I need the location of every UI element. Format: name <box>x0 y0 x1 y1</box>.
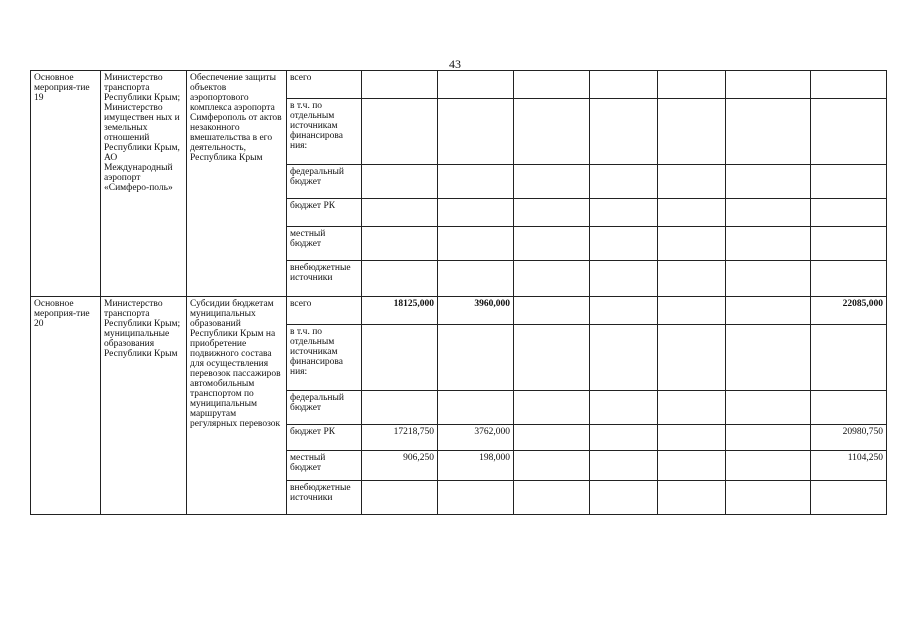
empty-cell <box>590 481 658 515</box>
event-cell: Основное мероприя-тие 19 <box>31 71 101 297</box>
page-number: 43 <box>449 57 461 71</box>
empty-cell <box>514 261 590 297</box>
empty-cell <box>514 297 590 325</box>
empty-cell <box>658 71 726 99</box>
total-cell: 1104,250 <box>811 451 887 481</box>
total-cell <box>811 165 887 199</box>
executors-cell: Министерство транспорта Республики Крым; муниципальные образования Республики Крым <box>101 297 187 515</box>
value-cell <box>362 165 438 199</box>
value-cell: 198,000 <box>438 451 514 481</box>
value-cell <box>362 71 438 99</box>
value-cell <box>362 227 438 261</box>
empty-cell <box>658 481 726 515</box>
value-cell <box>438 165 514 199</box>
value-cell: 3960,000 <box>438 297 514 325</box>
empty-cell <box>590 425 658 451</box>
source-cell: всего <box>287 297 362 325</box>
total-cell <box>811 325 887 391</box>
total-cell <box>811 99 887 165</box>
value-cell <box>438 199 514 227</box>
empty-cell <box>590 227 658 261</box>
source-cell: внебюджетные источники <box>287 481 362 515</box>
description-cell: Обеспечение защиты объектов аэропортового комплекса аэропорта Симферополь от актов незаконного вмешательства в его деятельность, Республика Крым <box>187 71 287 297</box>
empty-cell <box>658 297 726 325</box>
value-cell <box>362 481 438 515</box>
value-cell: 18125,000 <box>362 297 438 325</box>
table-row <box>31 297 887 325</box>
value-cell <box>362 199 438 227</box>
empty-cell <box>658 325 726 391</box>
source-cell: в т.ч. по отдельным источникам финансирова ния: <box>287 325 362 391</box>
source-cell: местный бюджет <box>287 451 362 481</box>
event-cell: Основное мероприя-тие 20 <box>31 297 101 515</box>
empty-cell <box>726 425 811 451</box>
empty-cell <box>658 199 726 227</box>
total-cell <box>811 391 887 425</box>
empty-cell <box>726 481 811 515</box>
value-cell <box>438 261 514 297</box>
value-cell: 906,250 <box>362 451 438 481</box>
total-cell <box>811 481 887 515</box>
value-cell <box>362 391 438 425</box>
source-cell: всего <box>287 71 362 99</box>
source-cell: бюджет РК <box>287 425 362 451</box>
value-cell <box>438 71 514 99</box>
empty-cell <box>590 71 658 99</box>
table-row <box>31 71 887 99</box>
empty-cell <box>658 165 726 199</box>
empty-cell <box>590 325 658 391</box>
total-cell: 22085,000 <box>811 297 887 325</box>
empty-cell <box>590 261 658 297</box>
empty-cell <box>658 451 726 481</box>
empty-cell <box>590 297 658 325</box>
total-cell: 20980,750 <box>811 425 887 451</box>
executors-cell: Министерство транспорта Республики Крым; Министерство имуществен ных и земельных отношений Республики Крым, АО Международный аэропорт «Симферо-поль» <box>101 71 187 297</box>
empty-cell <box>726 325 811 391</box>
empty-cell <box>514 199 590 227</box>
source-cell: федеральный бюджет <box>287 391 362 425</box>
empty-cell <box>590 391 658 425</box>
empty-cell <box>658 227 726 261</box>
source-cell: местный бюджет <box>287 227 362 261</box>
source-cell: бюджет РК <box>287 199 362 227</box>
description-cell: Субсидии бюджетам муниципальных образований Республики Крым на приобретение подвижного состава для осуществления перевозок пассажиров автомобильным транспортом по муниципальным маршрутам регулярных перевозок <box>187 297 287 515</box>
empty-cell <box>514 227 590 261</box>
total-cell <box>811 227 887 261</box>
value-cell <box>438 481 514 515</box>
empty-cell <box>590 165 658 199</box>
value-cell <box>438 325 514 391</box>
empty-cell <box>726 391 811 425</box>
empty-cell <box>726 199 811 227</box>
total-cell <box>811 71 887 99</box>
empty-cell <box>590 99 658 165</box>
empty-cell <box>726 451 811 481</box>
empty-cell <box>514 325 590 391</box>
total-cell <box>811 261 887 297</box>
value-cell <box>362 99 438 165</box>
empty-cell <box>514 451 590 481</box>
empty-cell <box>658 391 726 425</box>
source-cell: в т.ч. по отдельным источникам финансирова ния: <box>287 99 362 165</box>
empty-cell <box>658 261 726 297</box>
empty-cell <box>726 99 811 165</box>
empty-cell <box>726 227 811 261</box>
empty-cell <box>590 451 658 481</box>
empty-cell <box>514 391 590 425</box>
empty-cell <box>590 199 658 227</box>
empty-cell <box>726 261 811 297</box>
value-cell <box>438 391 514 425</box>
source-cell: федеральный бюджет <box>287 165 362 199</box>
empty-cell <box>658 425 726 451</box>
source-cell: внебюджетные источники <box>287 261 362 297</box>
empty-cell <box>514 99 590 165</box>
empty-cell <box>514 165 590 199</box>
value-cell: 17218,750 <box>362 425 438 451</box>
empty-cell <box>514 71 590 99</box>
value-cell <box>438 99 514 165</box>
total-cell <box>811 199 887 227</box>
value-cell: 3762,000 <box>438 425 514 451</box>
empty-cell <box>726 71 811 99</box>
empty-cell <box>514 481 590 515</box>
value-cell <box>362 261 438 297</box>
value-cell <box>362 325 438 391</box>
empty-cell <box>726 297 811 325</box>
budget-table <box>30 70 887 515</box>
empty-cell <box>658 99 726 165</box>
value-cell <box>438 227 514 261</box>
empty-cell <box>726 165 811 199</box>
empty-cell <box>514 425 590 451</box>
